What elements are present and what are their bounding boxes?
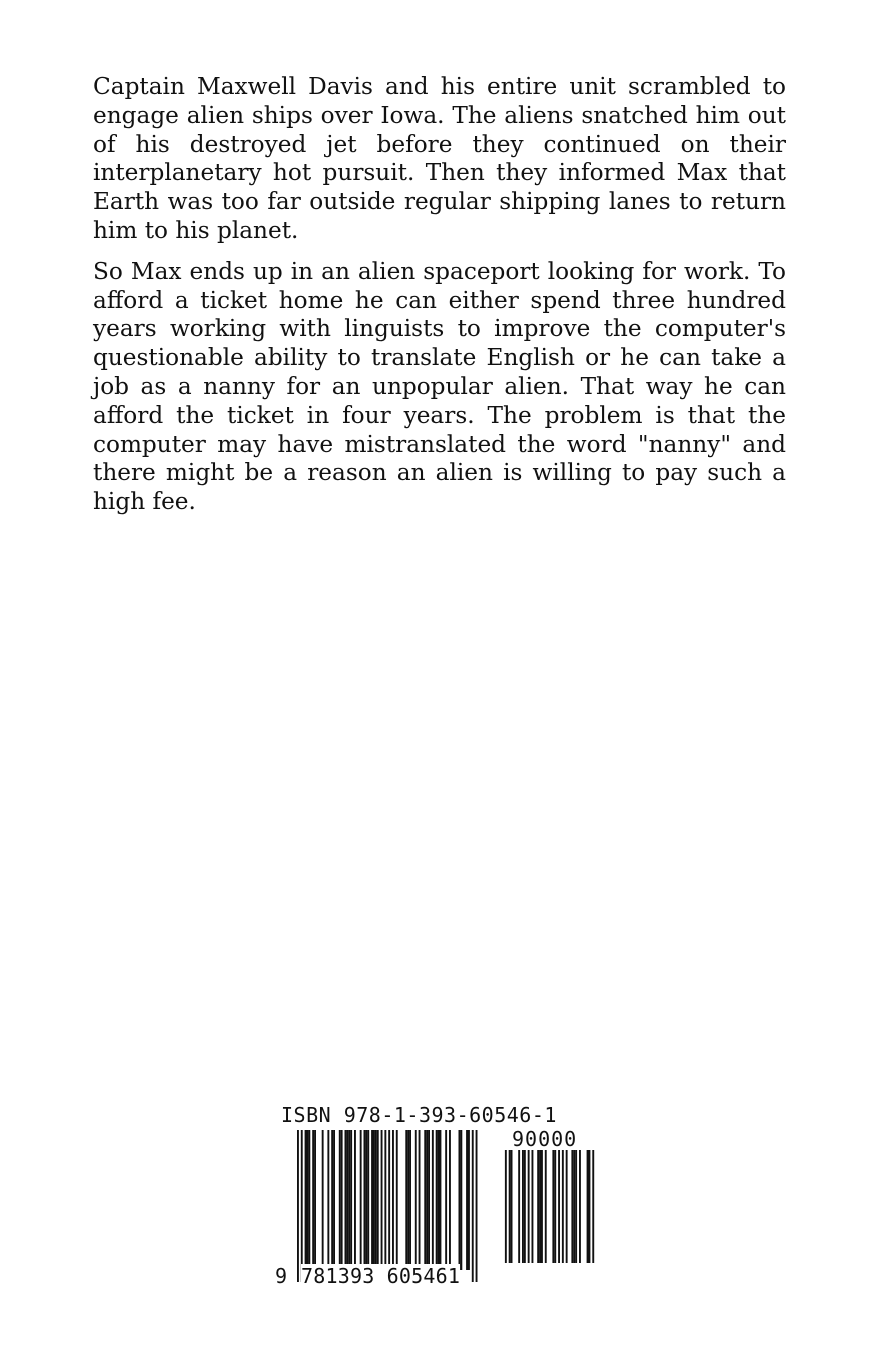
addon-bar bbox=[571, 1150, 573, 1263]
addon-bar bbox=[532, 1150, 534, 1263]
barcode-bar bbox=[388, 1130, 390, 1282]
blurb-paragraph-1: Captain Maxwell Davis and his entire unit scrambled to engage alien ships over Iowa. The aliens snatched him out of his destroyed jet before they continued on their interplanetary hot pursuit. Then they informed Max that Earth was too far outside regular shipping lanes to return him to his planet. bbox=[93, 73, 786, 244]
barcode-bar bbox=[392, 1130, 394, 1270]
barcode-bar bbox=[428, 1130, 430, 1270]
barcode-bar bbox=[466, 1130, 468, 1270]
addon-bar bbox=[573, 1150, 575, 1263]
barcode-bar bbox=[476, 1130, 478, 1282]
addon-bar bbox=[509, 1150, 511, 1263]
barcode-bar bbox=[314, 1130, 316, 1270]
barcode-bar bbox=[468, 1130, 470, 1270]
addon-bar bbox=[537, 1150, 539, 1263]
addon-bar bbox=[505, 1150, 507, 1263]
barcode-bar bbox=[460, 1130, 462, 1270]
barcode-bar bbox=[331, 1130, 333, 1270]
barcode-bar bbox=[364, 1130, 366, 1270]
barcode-bar bbox=[426, 1130, 428, 1270]
barcode-bar bbox=[438, 1130, 440, 1270]
price-addon-bars bbox=[505, 1150, 594, 1263]
addon-bar bbox=[566, 1150, 568, 1263]
blurb-paragraph-2: So Max ends up in an alien spaceport looking for work. To afford a ticket home he can either spend three hundred years working with linguists to improve the computer's questionable ability to translate English or he can take a job as a nanny for an unpopular alien. That way he can afford the ticket in four years. The problem is that the computer may have mistranslated the word "nanny" and there might be a reason an alien is willing to pay such a high fee. bbox=[93, 257, 786, 516]
addon-bar bbox=[545, 1150, 547, 1263]
barcode-bar bbox=[436, 1130, 438, 1270]
barcode-bar bbox=[350, 1130, 352, 1270]
addon-bar bbox=[554, 1150, 556, 1263]
barcode-bar bbox=[432, 1130, 434, 1270]
barcode-bar bbox=[312, 1130, 314, 1270]
barcode-bar bbox=[415, 1130, 417, 1270]
barcode-bar bbox=[354, 1130, 356, 1270]
barcode-bar bbox=[440, 1130, 442, 1270]
addon-bar bbox=[558, 1150, 560, 1263]
barcode-bar bbox=[472, 1130, 474, 1282]
barcode-bar bbox=[459, 1130, 461, 1270]
barcode-bar bbox=[348, 1130, 350, 1270]
barcode-first-digit: 9 bbox=[275, 1264, 288, 1288]
barcode-bar bbox=[365, 1130, 367, 1270]
barcode-bar bbox=[405, 1130, 407, 1270]
isbn-label: ISBN 978-1-393-60546-1 bbox=[281, 1103, 557, 1127]
addon-bar bbox=[511, 1150, 513, 1263]
barcode-bar bbox=[396, 1130, 398, 1270]
barcode-bar bbox=[345, 1130, 347, 1270]
barcode-bar bbox=[384, 1130, 386, 1282]
barcode-bar bbox=[375, 1130, 377, 1270]
barcode-digits: 781393 605461 bbox=[301, 1264, 461, 1288]
back-cover-blurb bbox=[93, 73, 786, 529]
addon-bar bbox=[552, 1150, 554, 1263]
addon-bar bbox=[528, 1150, 530, 1263]
addon-bar bbox=[579, 1150, 581, 1263]
barcode-bar bbox=[305, 1130, 307, 1270]
barcode-bar bbox=[373, 1130, 375, 1270]
barcode-bar bbox=[367, 1130, 369, 1270]
barcode-bar bbox=[419, 1130, 421, 1270]
barcode-bar bbox=[409, 1130, 411, 1270]
barcode-bar bbox=[407, 1130, 409, 1270]
barcode-bar bbox=[339, 1130, 341, 1270]
addon-bar bbox=[518, 1150, 520, 1263]
barcode-bar bbox=[346, 1130, 348, 1270]
addon-bar bbox=[539, 1150, 541, 1263]
barcode-bar bbox=[381, 1130, 383, 1270]
barcode-bar bbox=[445, 1130, 447, 1270]
addon-bar bbox=[589, 1150, 591, 1263]
addon-bar bbox=[575, 1150, 577, 1263]
barcode-bar bbox=[449, 1130, 451, 1270]
isbn-barcode bbox=[275, 1100, 605, 1295]
addon-bar bbox=[587, 1150, 589, 1263]
addon-bar bbox=[522, 1150, 524, 1263]
barcode-bar bbox=[371, 1130, 373, 1270]
barcode-bar bbox=[327, 1130, 329, 1270]
barcode-bar bbox=[308, 1130, 310, 1270]
barcode-bar bbox=[307, 1130, 309, 1270]
addon-bar bbox=[524, 1150, 526, 1263]
barcode-bar bbox=[333, 1130, 335, 1270]
barcode-bar bbox=[377, 1130, 379, 1270]
barcode-bar bbox=[341, 1130, 343, 1270]
barcode-bar bbox=[424, 1130, 426, 1270]
ean13-bars bbox=[297, 1130, 478, 1282]
barcode-bar bbox=[297, 1130, 299, 1282]
addon-bar bbox=[592, 1150, 594, 1263]
barcode-bar bbox=[360, 1130, 362, 1270]
addon-bar bbox=[541, 1150, 543, 1263]
barcode-bar bbox=[322, 1130, 324, 1270]
addon-bar bbox=[562, 1150, 564, 1263]
barcode-bar bbox=[301, 1130, 303, 1282]
price-code: 90000 bbox=[512, 1127, 578, 1151]
